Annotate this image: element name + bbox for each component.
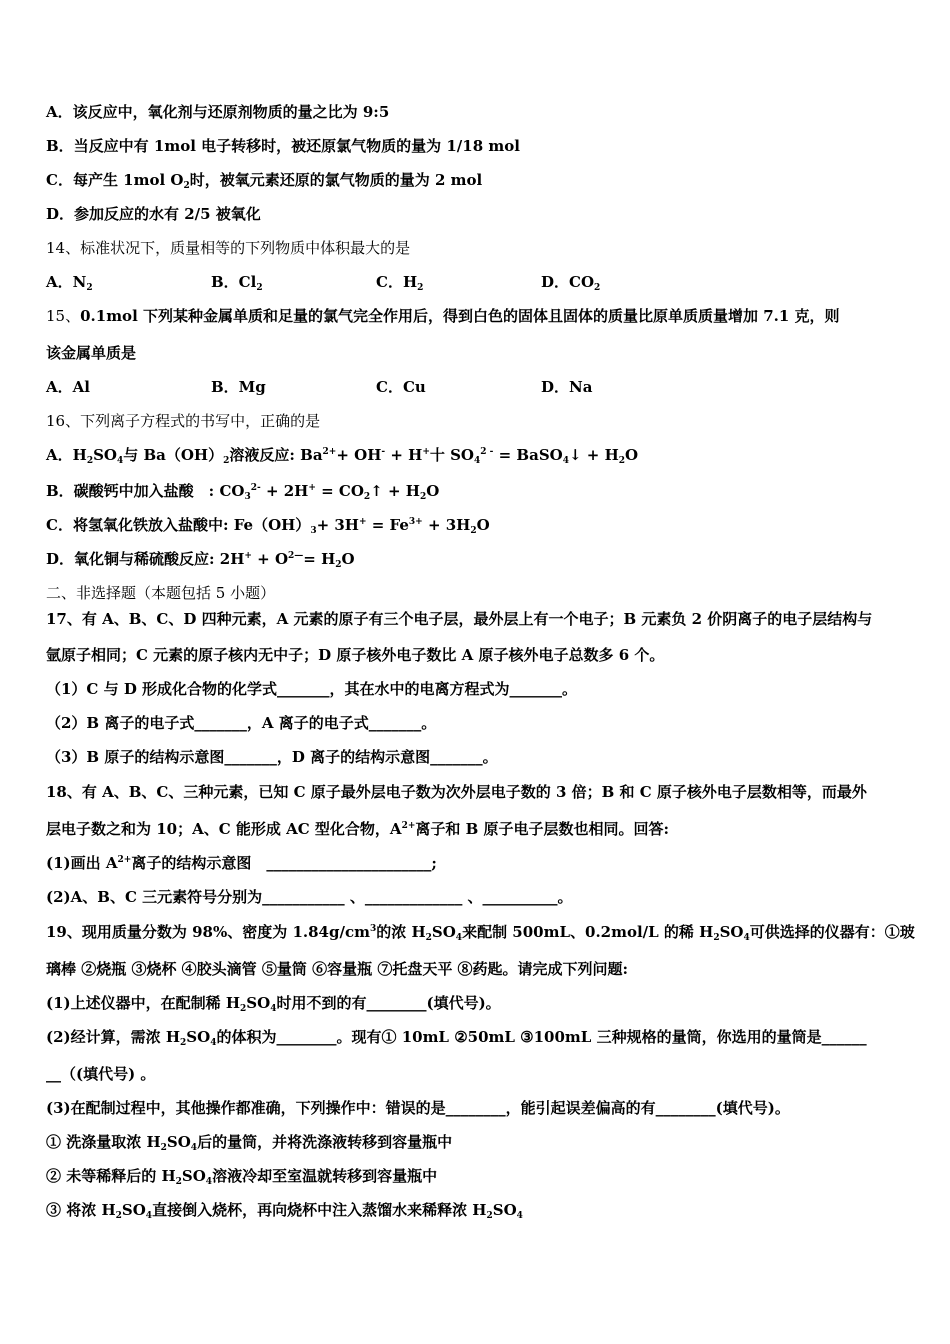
text: + 3H [422,516,471,534]
superscript: 3+ [408,517,423,527]
text: （1）C 与 D 形成化合物的化学式_______，其在水中的电离方程式为_______。 [46,680,578,698]
q16-option-a [46,445,910,465]
q15-stem-line1 [46,306,910,326]
text: (2)经计算，需浓 H [46,1028,181,1046]
q17-line2 [46,645,910,665]
q16-option-d [46,549,910,569]
text: SO [492,1201,517,1219]
subscript: 2 [425,933,432,943]
q15-option-b [211,377,266,397]
subscript: 2 [160,1143,167,1153]
text: （3）B 原子的结构示意图_______，D 离子的结构示意图_______。 [46,748,498,766]
subscript: 4 [270,1004,277,1014]
text: SO [186,1028,211,1046]
subscript: 2 [594,283,601,293]
subscript: 4 [205,1177,213,1187]
subscript: 2 [363,492,371,502]
subscript: 3 [310,526,317,536]
q13-option-b [46,136,910,156]
text: 溶液冷却至室温就转移到容量瓶中 [212,1167,438,1185]
superscript: 3 [369,924,377,934]
subscript: 4 [116,456,124,466]
text: 氩原子相同；C 元素的原子核内无中子；D 原子核外电子数比 A 原子核外电子总数多 6 个。 [46,646,665,664]
q13-option-c-text-2: 时，被氧元素还原的氯气物质的量为 2 mol [189,171,483,189]
q15-option-c [376,377,426,397]
q18-sub2 [46,887,910,907]
text: 层电子数之和为 10；A、C 能形成 AC 型化合物，A [46,820,402,838]
text: （2）B 离子的电子式_______，A 离子的电子式_______。 [46,714,437,732]
q13-option-c [46,170,910,190]
q15-option-d [541,377,592,397]
text: SO [431,923,456,941]
text: C．将氢氧化铁放入盐酸中: Fe（OH） [46,516,311,534]
subscript: 2 [240,1004,247,1014]
q15-option-a-text: A．Al [46,378,90,396]
text: = H [303,550,336,568]
text: 的浓 H [376,923,426,941]
text: 与 Ba（OH） [123,446,224,464]
text: 璃棒 ②烧瓶 ③烧杯 ④胶头滴管 ⑤量筒 ⑥容量瓶 ⑦托盘天平 ⑧药匙。请完成下列问题: [46,960,629,978]
q19-line1 [46,922,915,943]
text: + O [251,550,289,568]
q17-line1 [46,609,910,629]
text: (1)上述仪器中，在配制稀 H [46,994,241,1012]
text: 时用不到的有________(填代号)。 [276,994,501,1012]
subscript: 2 [256,283,263,293]
text: (1)画出 A [46,854,118,872]
q15-stem-text: 0.1mol 下列某种金属单质和足量的氯气完全作用后，得到白色的固体且固体的质量比原单质质量增加 7.1 克，则 [80,307,840,325]
q13-option-a-text: A．该反应中，氧化剂与还原剂物质的量之比为 9:5 [46,103,390,121]
text: 来配制 500mL、0.2mol/L 的稀 H [462,923,714,941]
text: ③ 将浓 H [46,1201,116,1219]
text: __（(填代号) 。 [46,1065,156,1083]
q13-option-a [46,102,910,122]
text: = Fe [366,516,409,534]
text: SO [121,1201,146,1219]
text: SO [246,994,271,1012]
subscript: 2 [470,526,477,536]
superscript: + [308,483,316,493]
superscript: 2+ [117,855,132,865]
text: + 2H [260,482,309,500]
subscript: 4 [516,1211,523,1221]
q16-stem-text: 16、下列离子方程式的书写中，正确的是 [46,412,321,430]
text: O [426,482,440,500]
q15-stem-line2 [46,343,910,363]
text: 离子和 B 原子电子层数也相同。回答: [415,820,670,838]
subscript: 4 [455,933,463,943]
q14-option-d-text: D．CO [541,273,595,291]
subscript: 2 [86,456,94,466]
q14-option-a-text: A．N [46,273,87,291]
q14-option-b [211,272,263,292]
subscript: 4 [743,933,750,943]
text: SO [93,446,117,464]
text: O [625,446,639,464]
q16-option-b [46,481,910,501]
q19-line8 [46,1166,910,1186]
subscript: 2 [175,1177,182,1187]
subscript: 3 [244,492,251,502]
text: ↑ + H [370,482,420,500]
q14-stem [46,238,910,258]
q19-line7 [46,1132,910,1152]
q13-option-d-text: D．参加反应的水有 2/5 被氧化 [46,205,261,223]
q19-line4 [46,1027,910,1047]
q15-option-b-text: B．Mg [211,378,266,396]
text: 可供选择的仪器有：①玻 [749,923,915,941]
superscript: 2 - [480,447,494,457]
subscript: 2 [223,456,230,466]
superscript: 2- [250,483,261,493]
text: 十 SO [429,446,474,464]
subscript: 2 [183,181,190,191]
text: = BaSO [493,446,563,464]
text: (3)在配制过程中，其他操作都准确，下列操作中：错误的是________，能引起误差偏高的有________(填代号)。 [46,1099,790,1117]
subscript: 2 [618,456,626,466]
text: 的体积为________。现有① 10mL ②50mL ③100mL 三种规格的量筒，你选用的量筒是______ [216,1028,867,1046]
q19-line5 [46,1064,910,1084]
question-number: 15、 [46,307,81,325]
subscript: 4 [562,456,569,466]
q19-line3 [46,993,910,1013]
subscript: 2 [713,933,720,943]
q13-option-d [46,204,910,224]
q17-sub3 [46,747,910,767]
q15-option-d-text: D．Na [541,378,593,396]
q15-option-c-text: C．Cu [376,378,426,396]
subscript: 2 [115,1211,122,1221]
q17-sub2 [46,713,910,733]
text: ↓ + H [568,446,619,464]
text: B．碳酸钙中加入盐酸 : CO [46,482,245,500]
text: + H [385,446,423,464]
text: = CO [315,482,364,500]
q19-line2 [46,959,910,979]
q13-option-b-text: B．当反应中有 1mol 电子转移时，被还原氯气物质的量为 1/18 mol [46,137,520,155]
text: + 3H [316,516,359,534]
text: 直接倒入烧杯，再向烧杯中注入蒸馏水来稀释浓 H [152,1201,487,1219]
q15-option-a [46,377,90,397]
text: ② 未等稀释后的 H [46,1167,176,1185]
text: ① 洗涤量取浓 H [46,1133,161,1151]
q14-option-a [46,272,93,292]
superscript: - [381,447,386,457]
q14-option-b-text: B．Cl [211,273,257,291]
q19-line6 [46,1098,910,1118]
section-heading [46,583,910,603]
q14-option-d [541,272,600,292]
superscript: 2+ [322,447,337,457]
text: SO [719,923,744,941]
text: D．氧化铜与稀硫酸反应: 2H [46,550,245,568]
q18-line2 [46,819,910,839]
subscript: 2 [419,492,427,502]
subscript: 4 [474,456,481,466]
text: 18、有 A、B、C、三种元素，已知 C 原子最外层电子数为次外层电子数的 3 倍；B 和 C 原子核外电子层数相等，而最外 [46,783,867,801]
text: 19、现用质量分数为 98%、密度为 1.84g/cm [46,923,370,941]
q16-option-c [46,515,910,535]
superscript: + [358,517,367,527]
subscript: 4 [190,1143,198,1153]
text: SO [181,1167,206,1185]
text: SO [166,1133,191,1151]
subscript: 2 [417,283,424,293]
q17-sub1 [46,679,910,699]
subscript: 4 [210,1038,217,1048]
subscript: 2 [180,1038,187,1048]
superscript: + [422,447,430,457]
text: A．H [46,446,87,464]
q15-stem-text-2: 该金属单质是 [46,344,137,362]
q14-option-c [376,272,423,292]
text: + OH [336,446,382,464]
q14-option-c-text: C．H [376,273,418,291]
subscript: 2 [486,1211,493,1221]
text: 溶液反应: Ba [229,446,323,464]
q18-line1 [46,782,910,802]
text: O [341,550,355,568]
q18-sub1 [46,853,910,873]
subscript: 2 [86,283,93,293]
section-heading-text: 二、非选择题（本题包括 5 小题） [46,584,276,602]
superscript: + [244,551,252,561]
text: O [476,516,490,534]
superscript: 2— [288,551,304,561]
q19-line9 [46,1200,910,1220]
text: 后的量筒，并将洗涤液转移到容量瓶中 [197,1133,453,1151]
superscript: 2+ [401,821,416,831]
q14-stem-text: 14、标准状况下，质量相等的下列物质中体积最大的是 [46,239,411,257]
q16-stem [46,411,910,431]
subscript: 4 [145,1211,153,1221]
text: (2)A、B、C 三元素符号分别为___________ 、_____________ 、__________。 [46,888,573,906]
text: 离子的结构示意图 ______________________; [131,854,437,872]
q13-option-c-text: C．每产生 1mol O [46,171,184,189]
subscript: 2 [335,560,342,570]
text: 17、有 A、B、C、D 四种元素，A 元素的原子有三个电子层，最外层上有一个电子；B 元素负 2 价阴离子的电子层结构与 [46,610,873,628]
